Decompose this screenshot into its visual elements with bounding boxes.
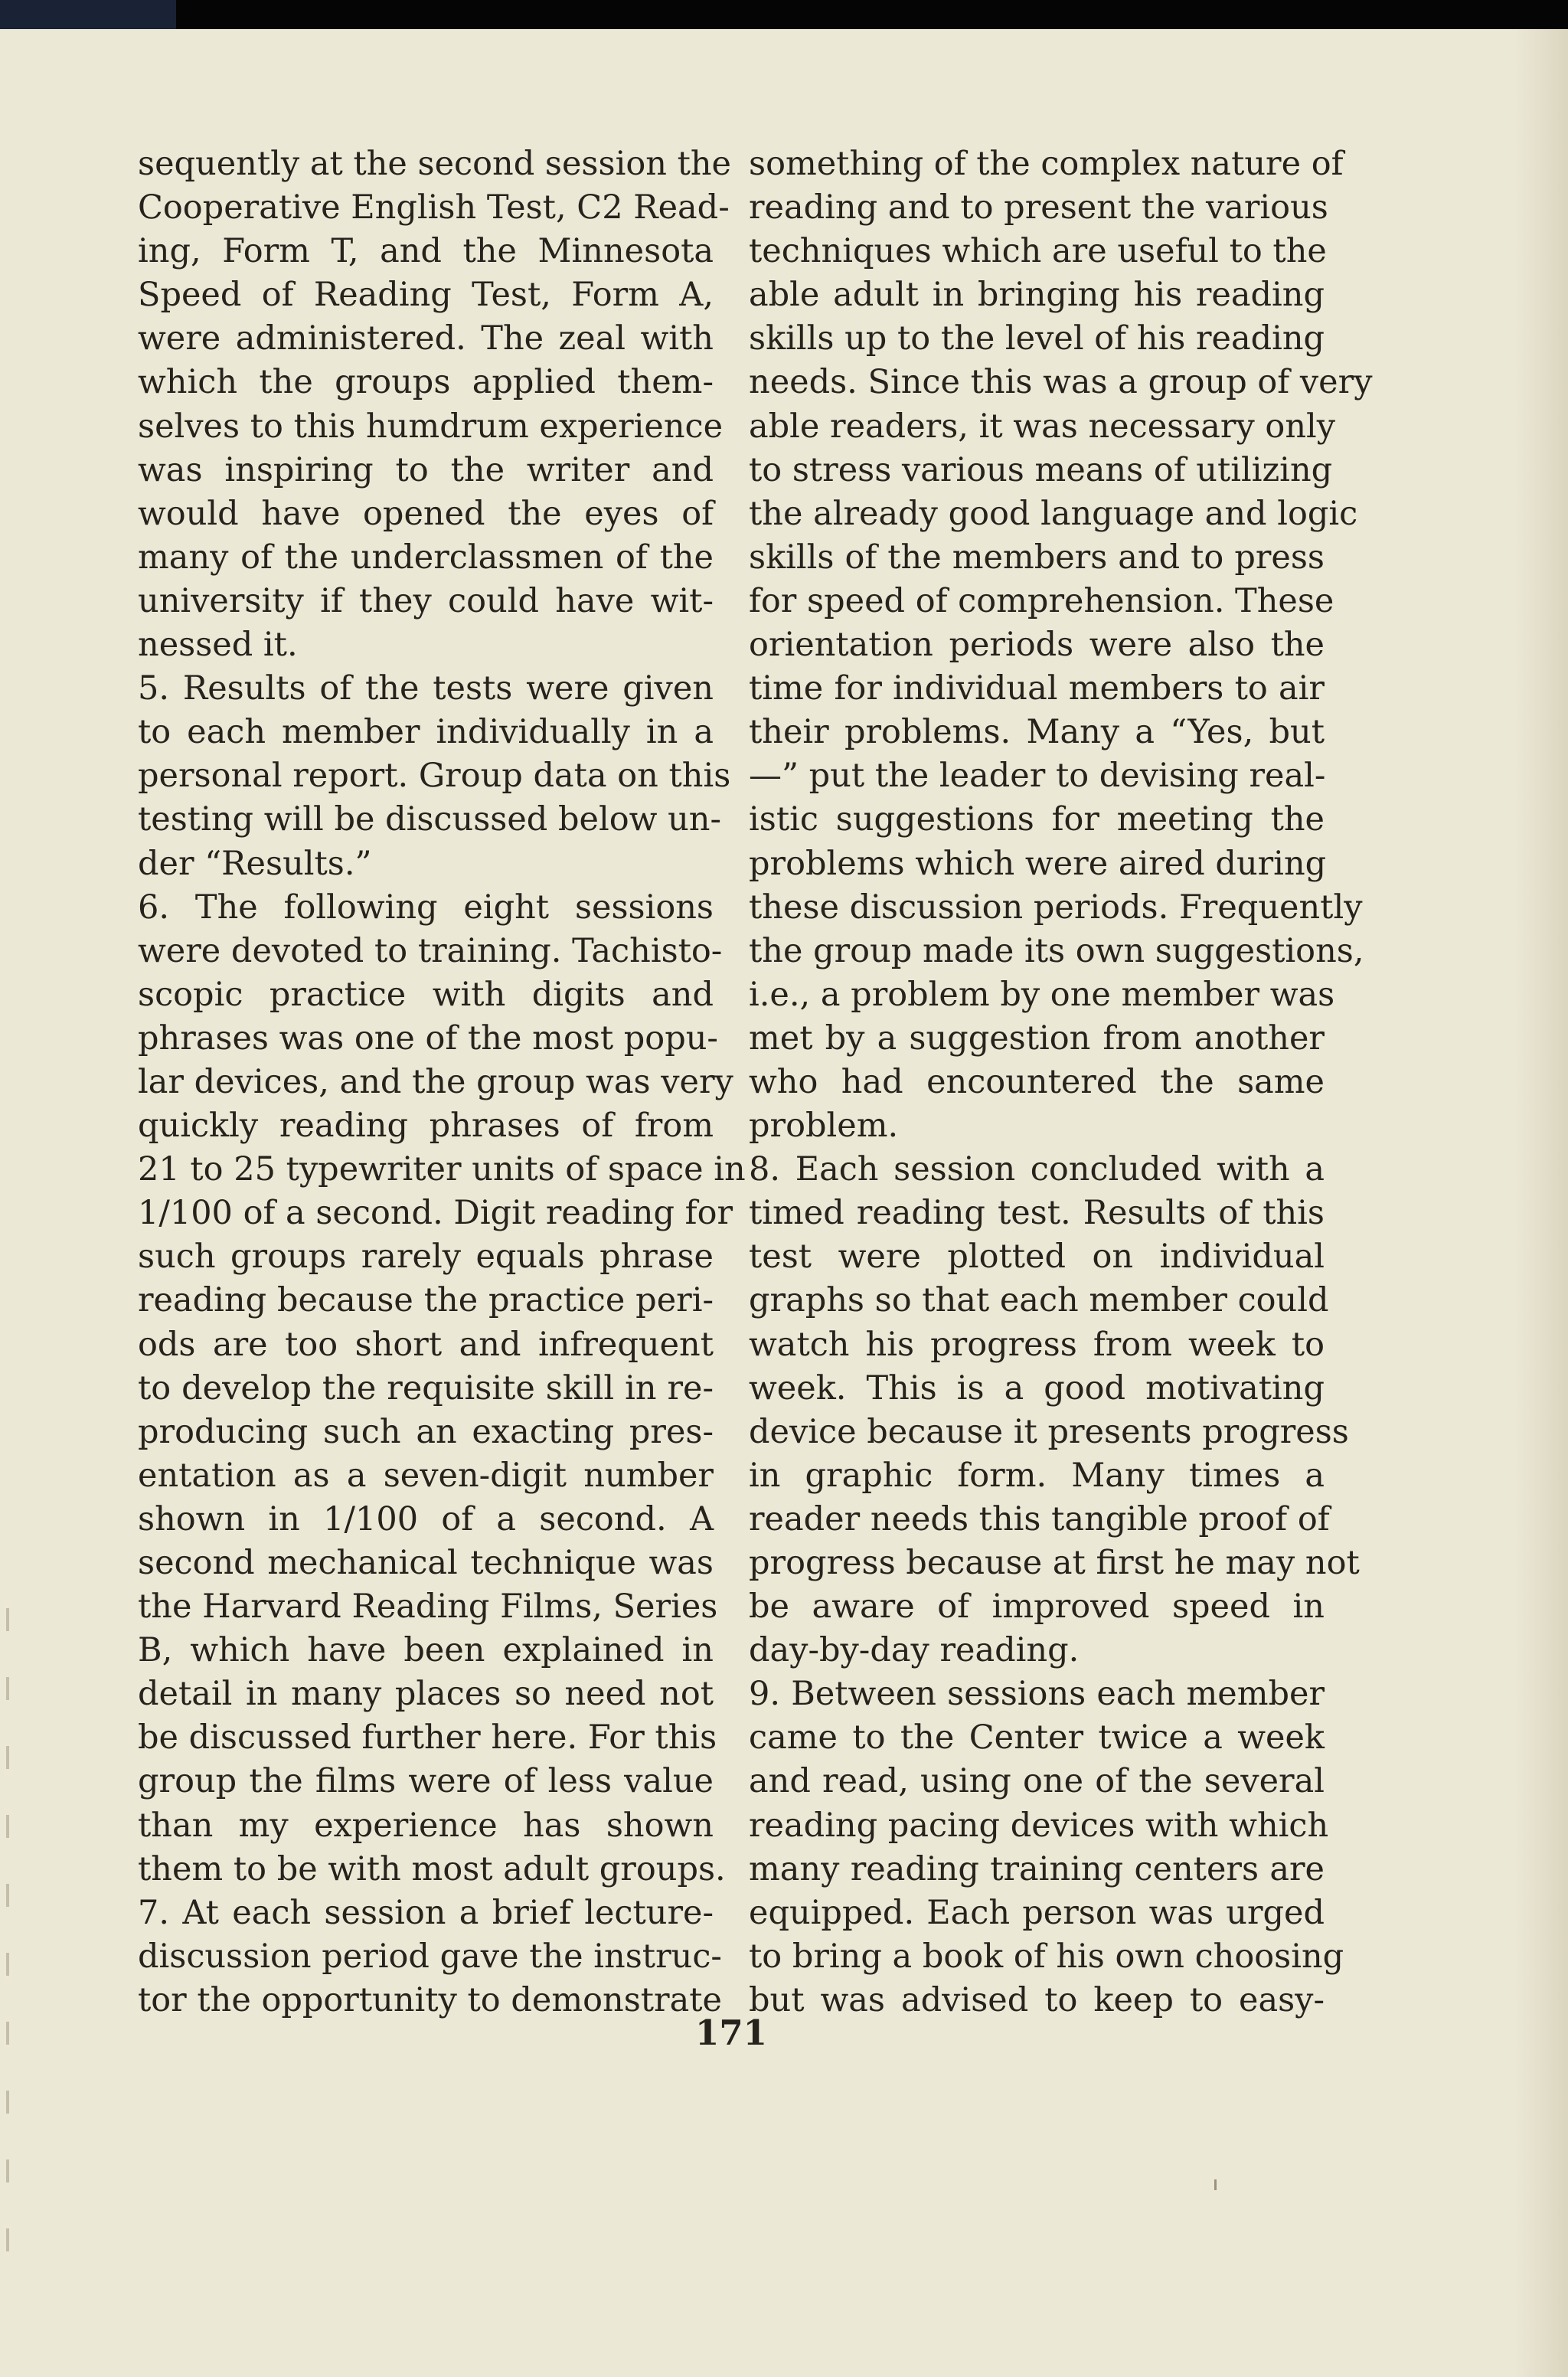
text-line: able adult in bringing his reading [749,276,1325,315]
left-text-column [138,142,746,2022]
text-line: week. This is a good motivating [749,1368,1325,1408]
text-line: graphs so that each member could [749,1281,1329,1320]
text-line: device because it presents progress [749,1412,1349,1451]
text-line: der “Results.” [138,844,372,883]
text-line: tor the opportunity to demonstrate [138,1980,722,2019]
text-line: ods are too short and infrequent [138,1325,714,1364]
text-line: be aware of improved speed in [749,1587,1325,1627]
text-line: these discussion periods. Frequently [749,888,1363,927]
text-line: problem. [749,1107,899,1146]
text-line: in graphic form. Many times a [749,1456,1325,1495]
text-line: progress because at first he may not [749,1544,1360,1582]
text-line: day-by-day reading. [749,1631,1080,1670]
text-line: be discussed further here. For this [138,1718,717,1757]
text-line: nessed it. [138,626,298,665]
text-line: problems which were aired during [749,844,1327,883]
text-line: timed reading test. Results of this [749,1194,1325,1233]
paper-speck [1214,2179,1217,2190]
text-line: group the films were of less value [138,1762,714,1801]
text-line: were administered. The zeal with [138,319,714,358]
text-line: ing, Form T, and the Minnesota [138,232,714,271]
text-line: came to the Center twice a week [749,1718,1325,1757]
text-line: reading pacing devices with which [749,1806,1329,1845]
text-line: quickly reading phrases of from [138,1107,714,1146]
text-line: them to be with most adult groups. [138,1849,726,1888]
text-line: B, which have been explained in [138,1631,714,1670]
text-line: and read, using one of the several [749,1762,1325,1801]
text-line: reading because the practice peri- [138,1281,714,1320]
text-line: producing such an exacting pres- [138,1412,714,1451]
text-line: 9. Between sessions each member [749,1675,1325,1714]
text-line: to bring a book of his own choosing [749,1937,1344,1976]
text-line: university if they could have wit- [138,581,714,620]
text-line: needs. Since this was a group of very [749,363,1373,402]
text-line: 1/100 of a second. Digit reading for [138,1194,733,1233]
text-line: would have opened the eyes of [138,494,714,533]
text-line: watch his progress from week to [749,1325,1325,1364]
text-line: met by a suggestion from another [749,1018,1325,1058]
binding-marks [6,1608,9,2297]
text-line: skills up to the level of his reading [749,319,1325,358]
text-line: Cooperative English Test, C2 Read- [138,188,730,227]
text-line: lar devices, and the group was very [138,1062,733,1101]
text-line: second mechanical technique was [138,1544,714,1582]
page-number: 171 [695,2012,767,2053]
text-line: time for individual members to air [749,669,1325,708]
text-line: detail in many places so need not [138,1675,714,1714]
text-line: something of the complex nature of [749,145,1344,183]
scan-corner-mark [0,0,176,29]
text-line: the group made its own suggestions, [749,931,1364,970]
text-line: orientation periods were also the [749,626,1325,665]
page-edge-shadow [1514,29,1568,2377]
text-line: who had encountered the same [749,1062,1325,1101]
text-line: Speed of Reading Test, Form A, [138,276,714,315]
text-line: i.e., a problem by one member was [749,975,1335,1014]
text-line: techniques which are useful to the [749,232,1327,271]
text-line: the Harvard Reading Films, Series [138,1587,718,1627]
text-line: was inspiring to the writer and [138,450,714,489]
text-line: to stress various means of utilizing [749,450,1333,489]
text-line: skills of the members and to press [749,538,1325,577]
text-line: many reading training centers are [749,1849,1325,1888]
text-line: for speed of comprehension. These [749,581,1334,620]
text-line: to each member individually in a [138,713,714,752]
text-line: to develop the requisite skill in re- [138,1368,714,1408]
text-line: reader needs this tangible proof of [749,1499,1330,1538]
text-line: scopic practice with digits and [138,975,714,1014]
text-line: than my experience has shown [138,1806,714,1845]
text-line: were devoted to training. Tachisto- [138,931,723,970]
text-line: 21 to 25 typewriter units of space in [138,1150,746,1189]
text-line: 8. Each session concluded with a [749,1150,1325,1189]
text-line: sequently at the second session the [138,145,731,183]
text-line: the already good language and logic [749,494,1358,533]
text-line: shown in 1/100 of a second. A [138,1499,714,1538]
text-line: but was advised to keep to easy- [749,1980,1325,2019]
text-line: such groups rarely equals phrase [138,1238,714,1277]
text-line: test were plotted on individual [749,1238,1325,1277]
scan-top-border [0,0,1568,29]
text-line: equipped. Each person was urged [749,1893,1325,1932]
text-line: 7. At each session a brief lecture- [138,1893,714,1932]
text-line: selves to this humdrum experience [138,407,724,446]
right-text-column [749,142,1373,2022]
text-line: able readers, it was necessary only [749,407,1336,446]
text-line: many of the underclassmen of the [138,538,714,577]
text-line: entation as a seven-digit number [138,1456,714,1495]
text-line: 6. The following eight sessions [138,888,714,927]
text-line: phrases was one of the most popu- [138,1018,718,1058]
text-line: testing will be discussed below un- [138,800,721,839]
text-line: —” put the leader to devising real- [749,757,1326,796]
text-line: istic suggestions for meeting the [749,800,1325,839]
text-line: 5. Results of the tests were given [138,669,714,708]
text-line: discussion period gave the instruc- [138,1937,722,1976]
text-line: personal report. Group data on this [138,757,731,796]
text-line: which the groups applied them- [138,363,714,402]
text-line: their problems. Many a “Yes, but [749,713,1325,752]
text-line: reading and to present the various [749,188,1328,227]
